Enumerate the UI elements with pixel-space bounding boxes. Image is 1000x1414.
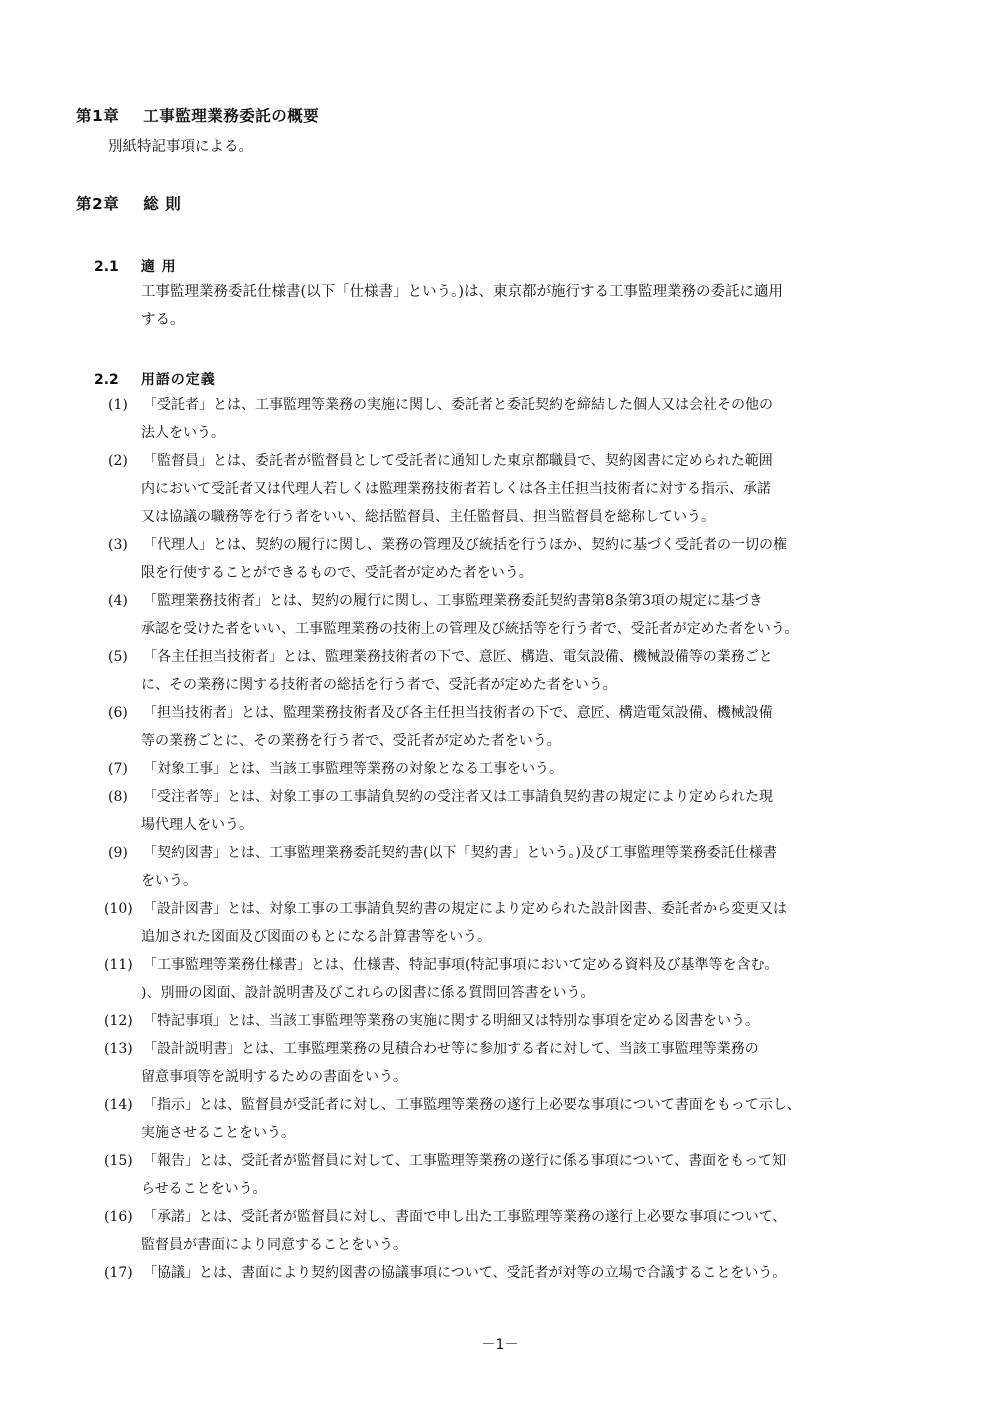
page-number: －1－ xyxy=(481,1337,519,1353)
definition-text: 「代理人」とは、契約の履行に関し、業務の管理及び統括を行うほか、契約に基づく受託者の一切の権 xyxy=(143,537,787,553)
definition-item xyxy=(0,1259,1000,1287)
definition-number: (17) xyxy=(104,1265,133,1281)
definition-item xyxy=(0,447,1000,531)
definition-line xyxy=(0,923,1000,951)
section-2-1-heading xyxy=(94,256,177,276)
definition-text: 又は協議の職務等を行う者をいい、総括監督員、主任監督員、担当監督員を総称していう。 xyxy=(141,509,715,525)
definition-text: らせることをいう。 xyxy=(141,1181,267,1197)
definition-line xyxy=(0,447,1000,475)
definition-line xyxy=(0,1231,1000,1259)
definition-item xyxy=(0,839,1000,895)
definition-line xyxy=(0,699,1000,727)
definition-line xyxy=(0,391,1000,419)
definition-line xyxy=(0,783,1000,811)
definition-item xyxy=(0,643,1000,699)
definition-text: 限を行使することができるもので、受託者が定めた者をいう。 xyxy=(141,565,533,581)
definition-text: 「承諾」とは、受託者が監督員に対し、書面で申し出た工事監理等業務の遂行上必要な事項について、 xyxy=(143,1209,787,1225)
definition-number: (1) xyxy=(108,397,128,413)
definition-line xyxy=(0,643,1000,671)
definition-text: 「受託者」とは、工事監理等業務の実施に関し、委託者と委託契約を締結した個人又は会社その他の xyxy=(143,397,773,413)
definition-text: 「協議」とは、書面により契約図書の協議事項について、受託者が対等の立場で合議することをいう。 xyxy=(143,1265,787,1281)
chapter-1-heading xyxy=(76,104,319,126)
definition-text: 「契約図書」とは、工事監理業務委託契約書(以下「契約書」という。)及び工事監理等業務委託仕様書 xyxy=(143,845,777,861)
definition-number: (10) xyxy=(104,901,133,917)
definition-item xyxy=(0,1203,1000,1259)
definition-number: (12) xyxy=(104,1013,133,1029)
chapter-label: 第2章 xyxy=(76,195,120,213)
definition-line xyxy=(0,895,1000,923)
definition-item xyxy=(0,531,1000,587)
definition-item xyxy=(0,895,1000,951)
section-2-2-heading xyxy=(94,369,216,389)
definition-number: (5) xyxy=(108,649,128,665)
definition-text: 承認を受けた者をいい、工事監理業務の技術上の管理及び統括等を行う者で、受託者が定めた者をいう。 xyxy=(141,621,799,637)
definition-line xyxy=(0,1147,1000,1175)
definition-line xyxy=(0,727,1000,755)
definition-line xyxy=(0,671,1000,699)
definition-line xyxy=(0,867,1000,895)
definition-text: 法人をいう。 xyxy=(141,425,225,441)
definition-number: (16) xyxy=(104,1209,133,1225)
definition-item xyxy=(0,1147,1000,1203)
definition-number: (7) xyxy=(108,761,128,777)
definition-number: (13) xyxy=(104,1041,133,1057)
definition-text: に、その業務に関する技術者の総括を行う者で、受託者が定めた者をいう。 xyxy=(141,677,617,693)
definition-item xyxy=(0,1091,1000,1147)
definition-text: 「設計図書」とは、対象工事の工事請負契約書の規定により定められた設計図書、委託者から変更又は xyxy=(143,901,787,917)
definition-number: (4) xyxy=(108,593,128,609)
definition-line xyxy=(0,1007,1000,1035)
definition-text: )、別冊の図面、設計説明書及びこれらの図書に係る質問回答書をいう。 xyxy=(141,985,595,1001)
definition-item xyxy=(0,587,1000,643)
chapter-1-body: 別紙特記事項による。 xyxy=(108,139,253,155)
definition-number: (15) xyxy=(104,1153,133,1169)
section-number: 2.1 xyxy=(94,259,119,275)
definition-text: 等の業務ごとに、その業務を行う者で、受託者が定めた者をいう。 xyxy=(141,733,561,749)
definition-line xyxy=(0,475,1000,503)
definition-line xyxy=(0,587,1000,615)
chapter-title: 工事監理業務委託の概要 xyxy=(143,107,320,125)
definition-line xyxy=(0,1091,1000,1119)
definition-item xyxy=(0,699,1000,755)
definition-text: 内において受託者又は代理人若しくは監理業務技術者若しくは各主任担当技術者に対する指示、承諾 xyxy=(141,481,771,497)
definition-line xyxy=(0,531,1000,559)
definition-text: 追加された図面及び図面のもとになる計算書等をいう。 xyxy=(141,929,491,945)
definition-item xyxy=(0,1035,1000,1091)
definition-number: (2) xyxy=(108,453,128,469)
definition-number: (14) xyxy=(104,1097,133,1113)
definition-text: 「監督員」とは、委託者が監督員として受託者に通知した東京都職員で、契約図書に定められた範囲 xyxy=(143,453,773,469)
definition-number: (9) xyxy=(108,845,128,861)
definition-text: 監督員が書面により同意することをいう。 xyxy=(141,1237,407,1253)
definition-text: 「報告」とは、受託者が監督員に対して、工事監理等業務の遂行に係る事項について、書面をもって知 xyxy=(143,1153,787,1169)
definition-text: をいう。 xyxy=(141,873,197,889)
chapter-2-heading xyxy=(76,192,181,214)
definition-line xyxy=(0,755,1000,783)
definition-item xyxy=(0,755,1000,783)
definition-number: (11) xyxy=(104,957,133,973)
definition-line xyxy=(0,503,1000,531)
definition-line xyxy=(0,559,1000,587)
definition-line xyxy=(0,1063,1000,1091)
section-2-1-paragraph xyxy=(141,278,901,334)
definition-text: 「特記事項」とは、当該工事監理等業務の実施に関する明細又は特別な事項を定める図書をいう。 xyxy=(143,1013,759,1029)
definition-line xyxy=(0,1259,1000,1287)
definition-text: 「設計説明書」とは、工事監理業務の見積合わせ等に参加する者に対して、当該工事監理等業務の xyxy=(143,1041,759,1057)
paragraph-line: 工事監理業務委託仕様書(以下「仕様書」という。)は、東京都が施行する工事監理業務の委託に適用 xyxy=(141,284,784,300)
definition-text: 「担当技術者」とは、監理業務技術者及び各主任担当技術者の下で、意匠、構造電気設備、機械設備 xyxy=(143,705,773,721)
definition-line xyxy=(0,1203,1000,1231)
definition-line xyxy=(0,839,1000,867)
definition-item xyxy=(0,391,1000,447)
definitions-list xyxy=(0,391,1000,1287)
section-title: 適 用 xyxy=(140,259,177,275)
definition-text: 「受注者等」とは、対象工事の工事請負契約の受注者又は工事請負契約書の規定により定められた現 xyxy=(143,789,773,805)
definition-text: 「対象工事」とは、当該工事監理等業務の対象となる工事をいう。 xyxy=(143,761,563,777)
definition-item xyxy=(0,951,1000,1007)
definition-text: 場代理人をいう。 xyxy=(141,817,253,833)
chapter-label: 第1章 xyxy=(76,107,120,125)
definition-text: 「監理業務技術者」とは、契約の履行に関し、工事監理業務委託契約書第8条第3項の規定に基づき xyxy=(143,593,763,609)
definition-text: 「指示」とは、監督員が受託者に対し、工事監理等業務の遂行上必要な事項について書面をもって示し、 xyxy=(143,1097,801,1113)
chapter-title: 総 則 xyxy=(143,195,182,213)
definition-text: 留意事項等を説明するための書面をいう。 xyxy=(141,1069,407,1085)
definition-text: 「各主任担当技術者」とは、監理業務技術者の下で、意匠、構造、電気設備、機械設備等の業務ごと xyxy=(143,649,773,665)
definition-number: (8) xyxy=(108,789,128,805)
definition-line xyxy=(0,811,1000,839)
definition-line xyxy=(0,419,1000,447)
definition-text: 「工事監理等業務仕様書」とは、仕様書、特記事項(特記事項において定める資料及び基準等を含む。 xyxy=(143,957,779,973)
definition-number: (6) xyxy=(108,705,128,721)
definition-line xyxy=(0,951,1000,979)
paragraph-line: する。 xyxy=(141,312,185,328)
definition-line xyxy=(0,1119,1000,1147)
section-number: 2.2 xyxy=(94,372,119,388)
definition-line xyxy=(0,1035,1000,1063)
definition-number: (3) xyxy=(108,537,128,553)
definition-line xyxy=(0,615,1000,643)
section-title: 用語の定義 xyxy=(140,372,216,388)
definition-line xyxy=(0,1175,1000,1203)
definition-item xyxy=(0,1007,1000,1035)
definition-line xyxy=(0,979,1000,1007)
definition-text: 実施させることをいう。 xyxy=(141,1125,295,1141)
definition-item xyxy=(0,783,1000,839)
